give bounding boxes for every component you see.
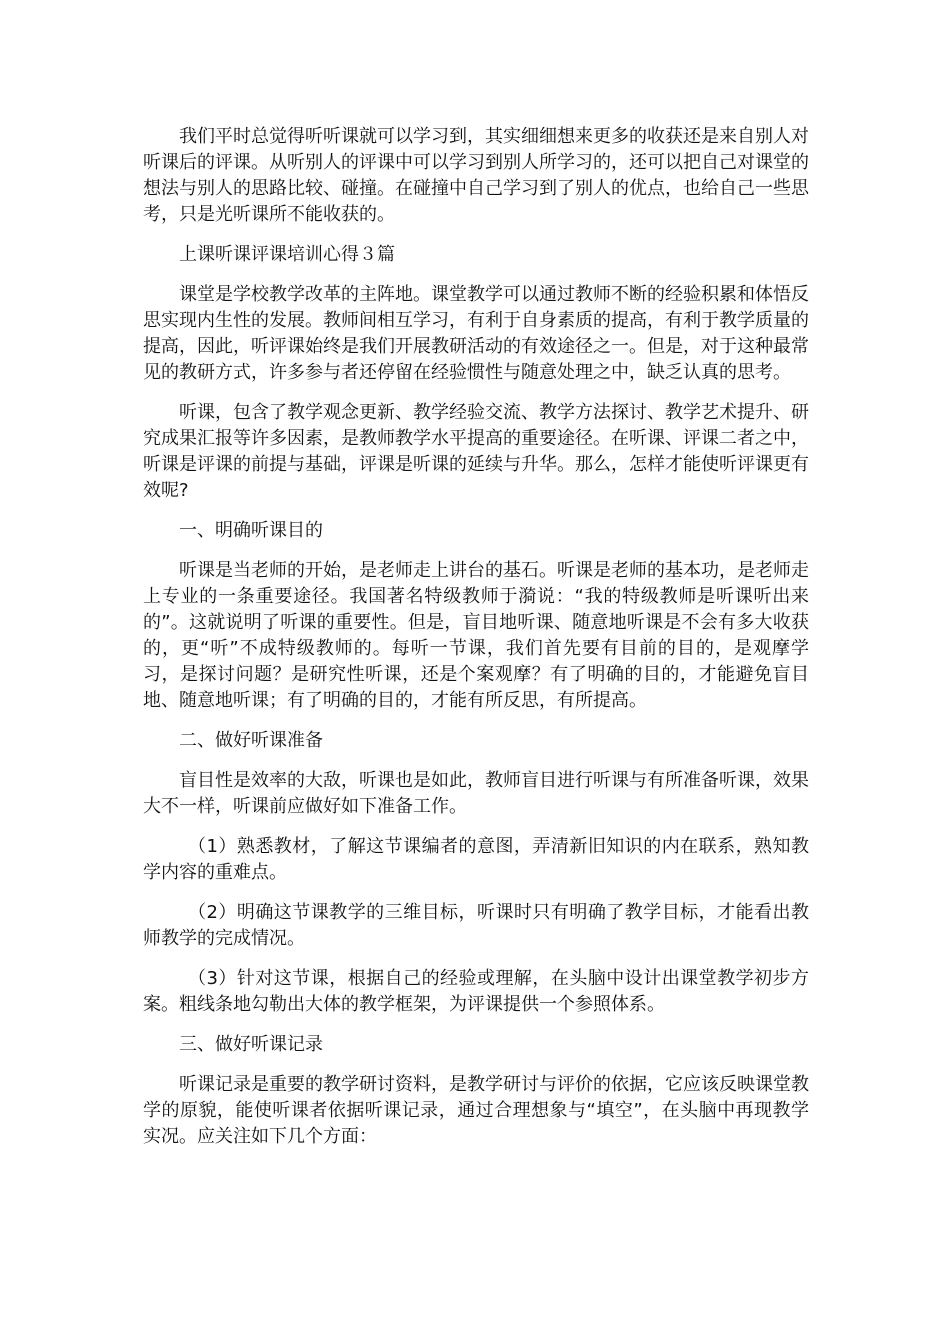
document-page <box>143 124 809 1164</box>
section-heading-1: 一、明确听课目的 <box>179 520 323 541</box>
paragraph-records: 听课记录是重要的教学研讨资料，是教学研讨与评价的依据，它应该反映课堂教学的原貌，能使听课者依据听课记录，通过合理想象与“填空”，在头脑中再现教学实况。应关注如下几个方面： <box>143 1074 809 1147</box>
section-heading-2: 二、做好听课准备 <box>179 730 323 751</box>
paragraph-purpose: 听课是当老师的开始，是老师走上讲台的基石。听课是老师的基本功，是老师走上专业的一条重要途径。我国著名特级教师于漪说：“我的特级教师是听课听出来的”。这就说明了听课的重要性。但是，盲目地听课、随意地听课是不会有多大收获的，更“听”不成特级教师的。每听一节课，我们首先要有目前的目的，是观摩学习，是探讨问题？是研究性听课，还是个案观摩？有了明确的目的，才能避免盲目地、随意地听课；有了明确的目的，才能有所反思，有所提高。 <box>143 560 809 711</box>
paragraph-listening: 听课，包含了教学观念更新、教学经验交流、教学方法探讨、教学艺术提升、研究成果汇报等许多因素，是教师教学水平提高的重要途径。在听课、评课二者之中，听课是评课的前提与基础，评课是听课的延续与升华。那么，怎样才能使听评课更有效呢? <box>143 402 809 501</box>
list-item-1: （1）熟悉教材，了解这节课编者的意图，弄清新旧知识的内在联系，熟知教学内容的重难点。 <box>143 836 809 883</box>
list-item-2: （2）明确这节课教学的三维目标，听课时只有明确了教学目标，才能看出教师教学的完成情况。 <box>143 902 809 949</box>
document-title: 上课听课评课培训心得３篇 <box>179 244 395 265</box>
list-item-3: （3）针对这节课，根据自己的经验或理解，在头脑中设计出课堂教学初步方案。粗线条地勾勒出大体的教学框架，为评课提供一个参照体系。 <box>143 968 809 1015</box>
paragraph-intro-reflection: 我们平时总觉得听听课就可以学习到，其实细细想来更多的收获还是来自别人对听课后的评课。从听别人的评课中可以学习到别人所学习的，还可以把自己对课堂的想法与别人的思路比较、碰撞。在碰撞中自己学习到了别人的优点，也给自己一些思考，只是光听课所不能收获的。 <box>143 126 809 225</box>
paragraph-classroom: 课堂是学校教学改革的主阵地。课堂教学可以通过教师不断的经验积累和体悟反思实现内生性的发展。教师间相互学习，有利于自身素质的提高，有利于教学质量的提高，因此，听评课始终是我们开展教研活动的有效途径之一。但是，对于这种最常见的教研方式，许多参与者还停留在经验惯性与随意处理之中，缺乏认真的思考。 <box>143 284 809 383</box>
section-heading-3: 三、做好听课记录 <box>179 1034 323 1055</box>
paragraph-preparation: 盲目性是效率的大敌，听课也是如此，教师盲目进行听课与有所准备听课，效果大不一样，听课前应做好如下准备工作。 <box>143 770 809 817</box>
